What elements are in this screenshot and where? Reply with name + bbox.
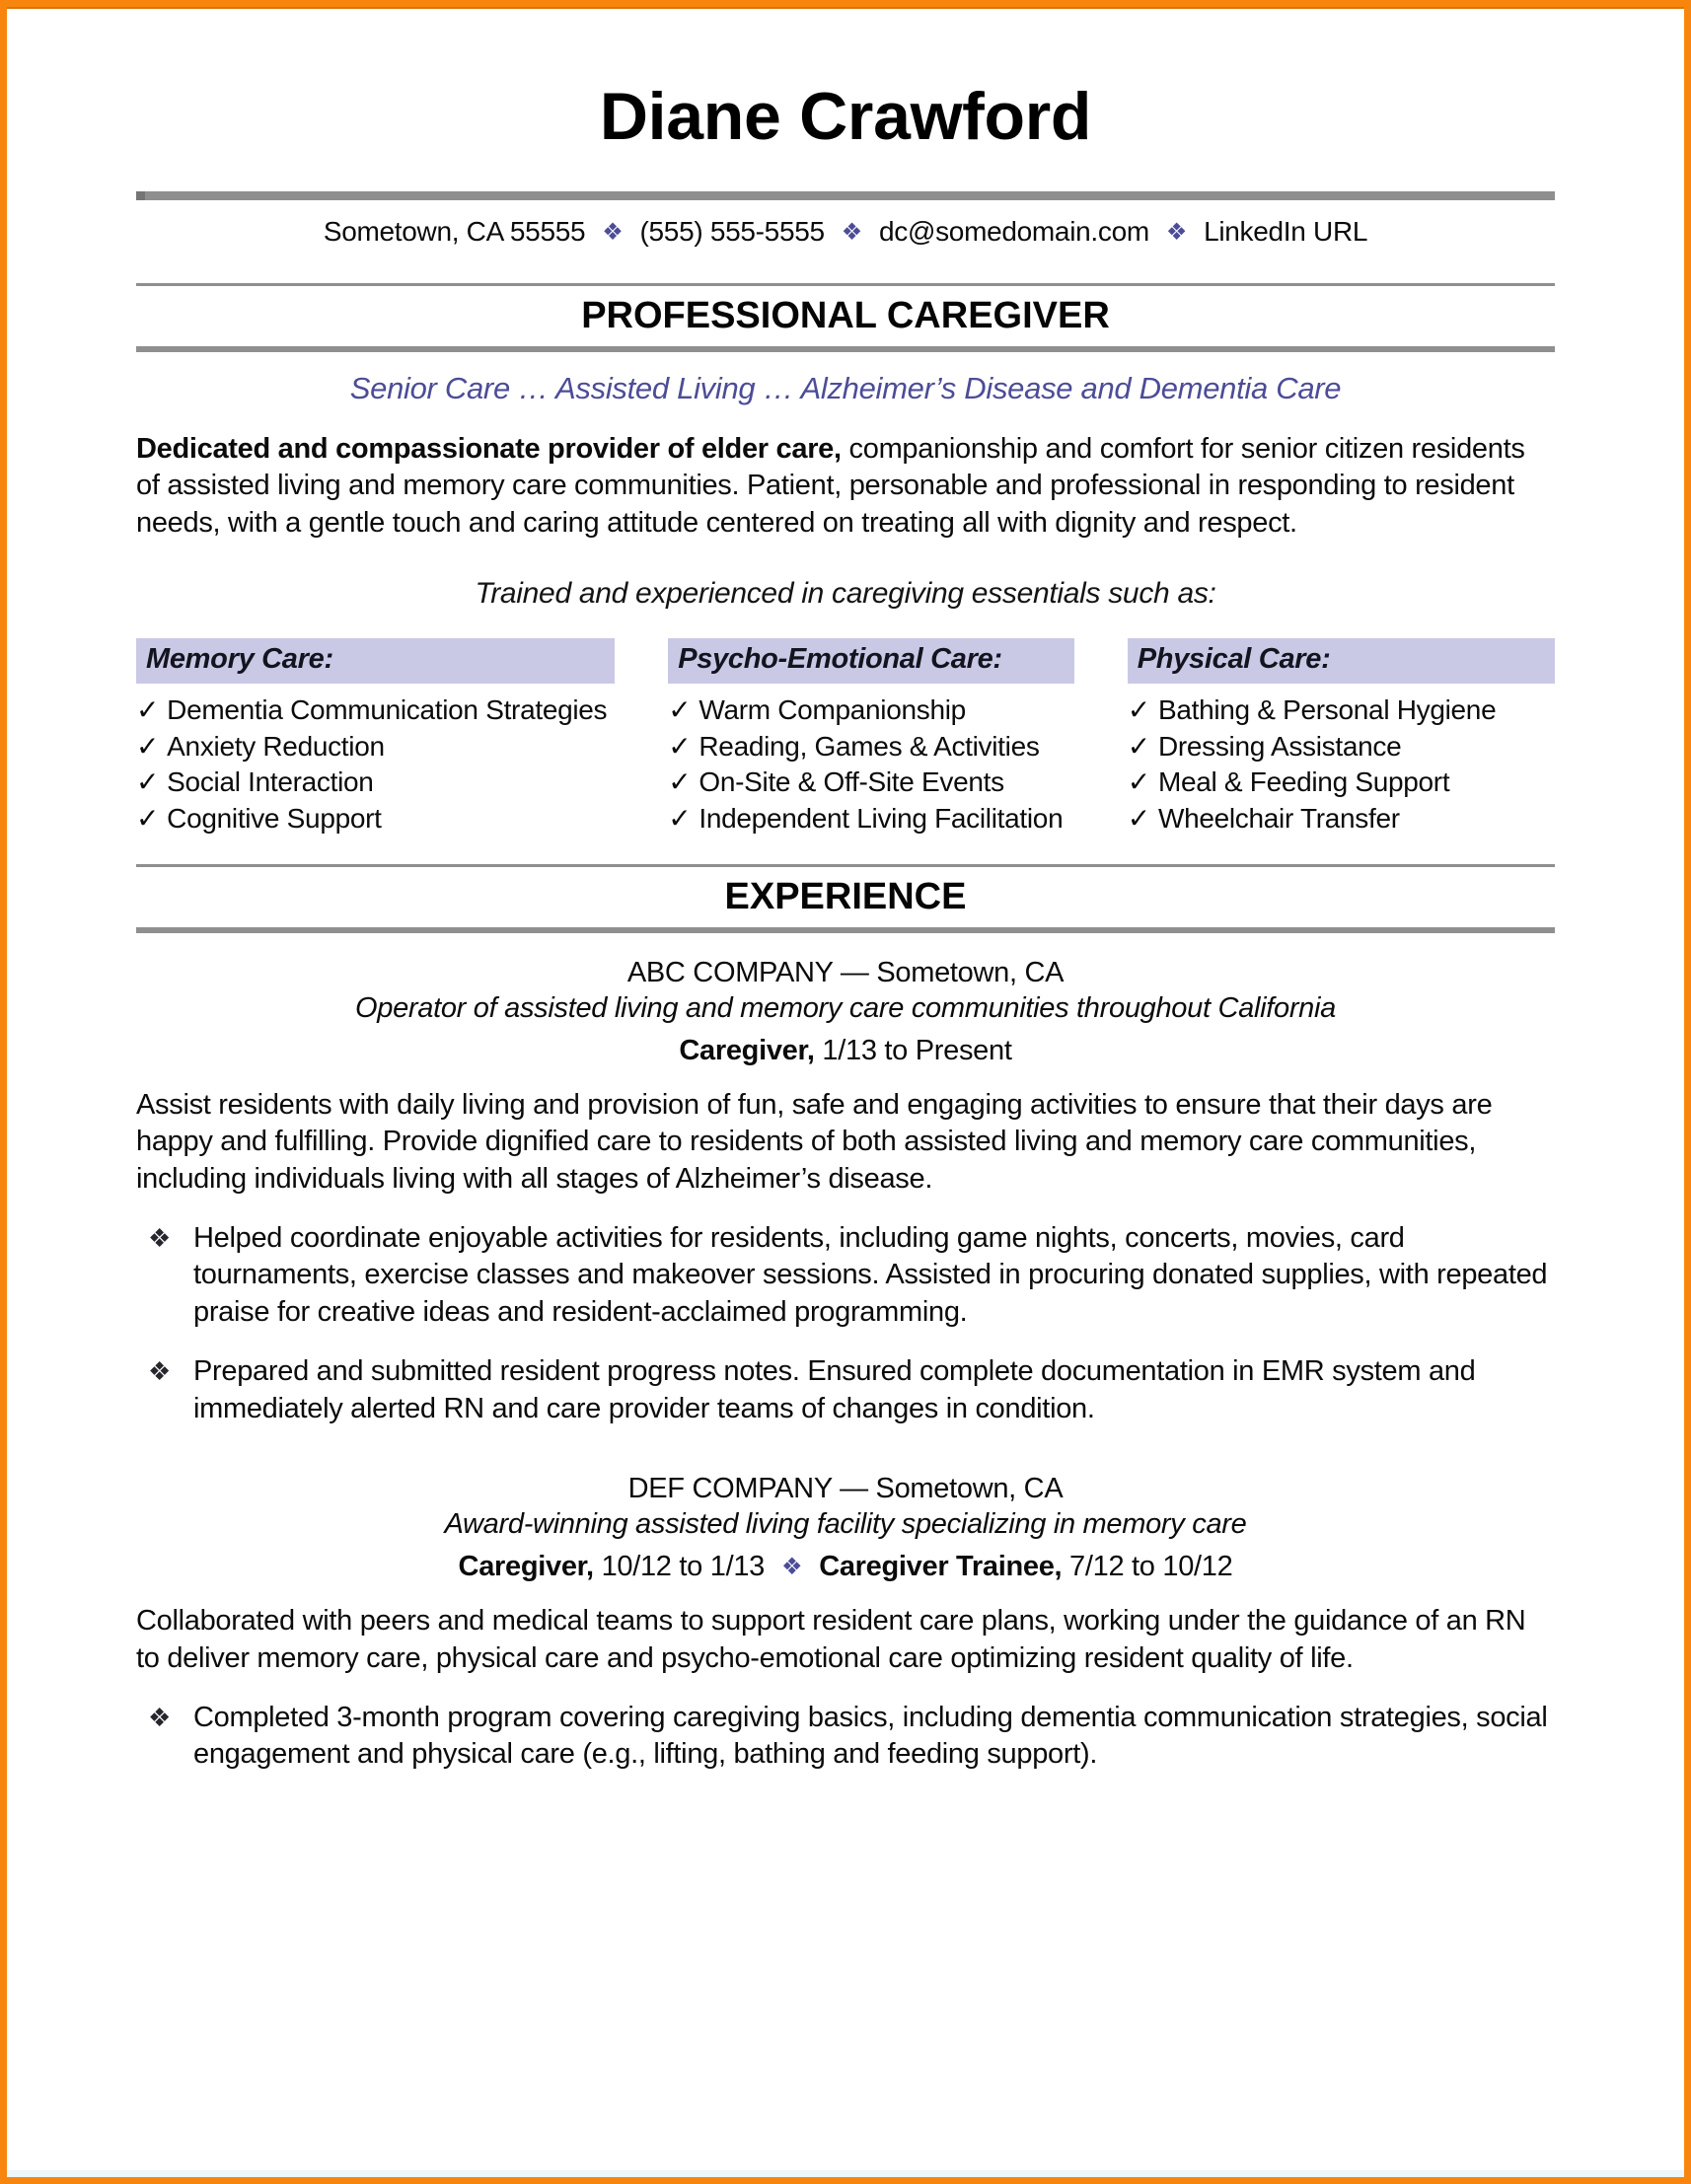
name-underline-rule — [136, 191, 1555, 200]
skill-item-label: Bathing & Personal Hygiene — [1157, 694, 1497, 726]
role-dates: 10/12 to 1/13 — [593, 1551, 765, 1583]
skill-item-label: On-Site & Off-Site Events — [698, 766, 1004, 798]
checkmark-icon: ✓ — [1127, 694, 1150, 726]
skill-item-label: Anxiety Reduction — [167, 730, 385, 762]
divider-below-experience — [136, 927, 1555, 933]
checkmark-icon: ✓ — [136, 766, 160, 798]
skill-item — [1128, 764, 1555, 800]
contact-item: Sometown, CA 55555 — [323, 215, 586, 247]
diamond-bullet-icon: ❖ — [148, 1222, 172, 1253]
role-dates: 1/13 to Present — [814, 1034, 1012, 1066]
job-descriptor: Award-winning assisted living facility specializing in memory care — [444, 1508, 1247, 1541]
summary-rest: companionship and comfort for senior citizen residents of assisted living and memory care communities. Patient, personable and professional in responding to resident needs, with a gentle touch and caring attitude centered on treating all with dignity and respect. — [136, 432, 1525, 539]
skills-intro: Trained and experienced in caregiving essentials such as: — [475, 576, 1216, 610]
bullet-item — [136, 1700, 1555, 1774]
diamond-separator-icon: ❖ — [841, 218, 862, 246]
job-entry — [136, 957, 1555, 1428]
resume-content — [7, 80, 1684, 1774]
diamond-separator-icon: ❖ — [1165, 218, 1188, 246]
job-company-line: ABC COMPANY — Sometown, CA — [626, 956, 1065, 988]
role-title: Caregiver, — [458, 1551, 594, 1583]
checkmark-icon: ✓ — [668, 766, 692, 798]
skill-item-label: Dementia Communication Strategies — [167, 694, 608, 726]
skill-column-heading: Memory Care: — [136, 638, 615, 685]
job-summary: Collaborated with peers and medical teams to support resident care plans, working under the guidance of an RN to deliver memory care, physical care and psycho-emotional care optimizing resident quality of life. — [136, 1605, 1526, 1674]
role-title: Caregiver, — [679, 1034, 815, 1066]
skill-item-label: Warm Companionship — [698, 694, 966, 726]
checkmark-icon: ✓ — [136, 730, 160, 762]
experience-heading: EXPERIENCE — [724, 875, 967, 917]
diamond-separator-icon: ❖ — [602, 218, 624, 246]
skill-item-label: Cognitive Support — [167, 802, 382, 834]
skill-item-label: Wheelchair Transfer — [1157, 802, 1400, 834]
skill-item — [668, 692, 1074, 728]
skill-column-heading: Physical Care: — [1128, 638, 1555, 685]
diamond-separator-icon: ❖ — [780, 1554, 803, 1581]
skill-column — [136, 638, 615, 837]
bullet-text: Prepared and submitted resident progress notes. Ensured complete documentation in EMR system and immediately alerted RN and care provider teams of changes in condition. — [193, 1354, 1476, 1424]
skill-item — [668, 729, 1074, 764]
skill-column — [1128, 638, 1555, 837]
job-bullets — [136, 1220, 1555, 1427]
diamond-bullet-icon: ❖ — [148, 1702, 172, 1732]
job-summary: Assist residents with daily living and provision of fun, safe and engaging activities to ensure that their days are happy and fulfilling. Provide dignified care to residents of both assisted living and memory care communities, including individuals living with all stages of Alzheimer’s disease. — [136, 1088, 1493, 1196]
skill-item — [1128, 801, 1555, 837]
skill-item-label: Reading, Games & Activities — [698, 730, 1040, 762]
experience-jobs — [136, 957, 1555, 1774]
job-roles-line — [136, 1035, 1555, 1067]
skill-item — [136, 692, 615, 728]
resume-subtitle: Senior Care … Assisted Living … Alzheimer’s Disease and Dementia Care — [349, 370, 1342, 405]
skill-item — [1128, 729, 1555, 764]
contact-item: dc@somedomain.com — [879, 215, 1149, 247]
checkmark-icon: ✓ — [1127, 802, 1150, 834]
bullet-item — [136, 1220, 1555, 1332]
job-descriptor: Operator of assisted living and memory care communities throughout California — [355, 991, 1336, 1024]
skill-item — [136, 729, 615, 764]
checkmark-icon: ✓ — [136, 694, 160, 726]
divider-above-title — [136, 283, 1555, 286]
resume-title: PROFESSIONAL CAREGIVER — [581, 294, 1110, 336]
contact-item: LinkedIn URL — [1204, 215, 1368, 247]
diamond-bullet-icon: ❖ — [148, 1355, 172, 1386]
bullet-item — [136, 1353, 1555, 1427]
checkmark-icon: ✓ — [136, 802, 160, 834]
job-bullets — [136, 1700, 1555, 1774]
skill-item — [136, 764, 615, 800]
bullet-text: Completed 3-month program covering caregiving basics, including dementia communication strategies, social engagement and physical care (e.g., lifting, bathing and feeding support). — [193, 1701, 1548, 1771]
skill-item — [668, 801, 1074, 837]
checkmark-icon: ✓ — [1127, 766, 1150, 798]
role-title: Caregiver Trainee, — [819, 1551, 1063, 1583]
skill-item-label: Meal & Feeding Support — [1157, 766, 1450, 798]
professional-summary — [136, 431, 1555, 543]
skill-column-heading: Psycho-Emotional Care: — [668, 638, 1074, 685]
checkmark-icon: ✓ — [1127, 730, 1150, 762]
candidate-name: Diane Crawford — [599, 79, 1092, 154]
checkmark-icon: ✓ — [668, 802, 692, 834]
job-roles-line — [136, 1551, 1555, 1583]
contact-row — [136, 216, 1555, 248]
bullet-text: Helped coordinate enjoyable activities for residents, including game nights, concerts, movies, card tournaments, exercise classes and makeover sessions. Assisted in procuring donated supplies, with repeated praise for creative ideas and resident-acclaimed programming. — [193, 1221, 1548, 1329]
skill-item — [1128, 692, 1555, 728]
checkmark-icon: ✓ — [668, 694, 692, 726]
contact-item: (555) 555-5555 — [639, 215, 825, 247]
skill-column — [668, 638, 1074, 837]
divider-above-experience — [136, 864, 1555, 867]
skill-item-label: Independent Living Facilitation — [698, 802, 1064, 834]
divider-below-title — [136, 346, 1555, 352]
skill-item-label: Social Interaction — [167, 766, 374, 798]
checkmark-icon: ✓ — [668, 730, 692, 762]
job-company-line: DEF COMPANY — Sometown, CA — [627, 1473, 1064, 1505]
role-dates: 7/12 to 10/12 — [1062, 1551, 1233, 1583]
skill-item — [136, 801, 615, 837]
job-entry — [136, 1473, 1555, 1774]
skill-item-label: Dressing Assistance — [1157, 730, 1402, 762]
skills-columns — [136, 638, 1555, 837]
summary-lead: Dedicated and compassionate provider of elder care, — [136, 432, 842, 465]
skill-item — [668, 764, 1074, 800]
